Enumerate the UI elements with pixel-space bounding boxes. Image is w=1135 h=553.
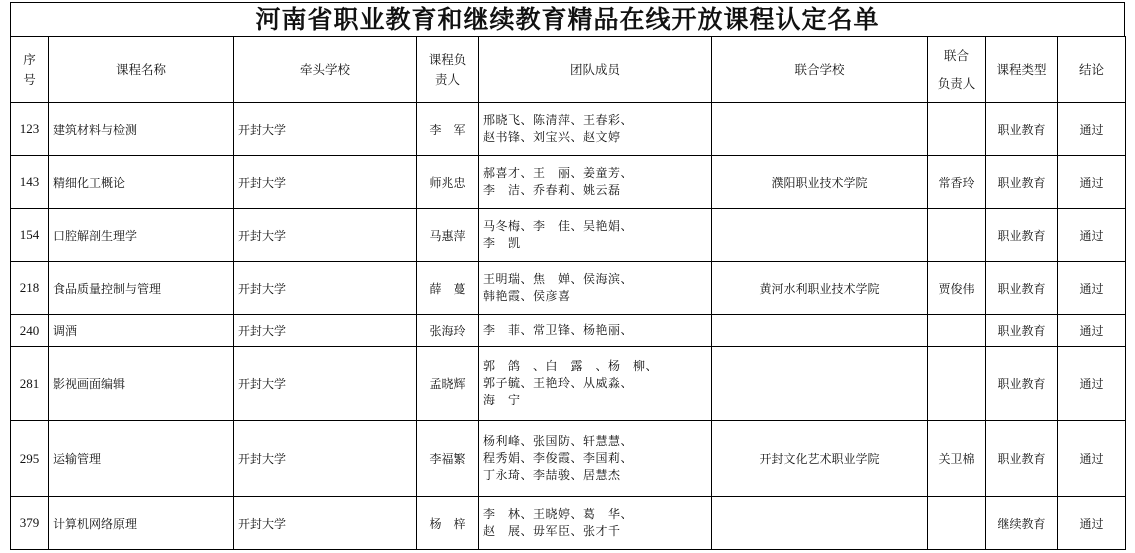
cell-result: 通过: [1058, 262, 1126, 315]
cell-type: 职业教育: [986, 315, 1058, 347]
cell-school: 开封大学: [234, 209, 417, 262]
header-partner: 联合学校: [712, 37, 928, 103]
cell-type: 职业教育: [986, 209, 1058, 262]
team-member-line: 邢晓飞、陈清萍、王春彩、: [483, 113, 634, 127]
cell-type: 职业教育: [986, 262, 1058, 315]
header-leader: 课程负 责人: [417, 37, 479, 103]
table-row: [11, 209, 1126, 262]
team-member-line: 赵 展、毋军臣、张才千: [483, 524, 621, 538]
cell-school: 开封大学: [234, 103, 417, 156]
team-member-line: 杨利峰、张国防、轩慧慧、: [483, 434, 634, 448]
cell-no: 218: [11, 262, 49, 315]
cell-school: 开封大学: [234, 497, 417, 550]
table-row: [11, 315, 1126, 347]
cell-course: 食品质量控制与管理: [49, 262, 234, 315]
cell-no: 281: [11, 347, 49, 421]
cell-partner: [712, 347, 928, 421]
team-member-line: 李 菲、常卫锋、杨艳丽、: [483, 323, 634, 337]
cell-leader: 薛 蔓: [417, 262, 479, 315]
cell-no: 154: [11, 209, 49, 262]
cell-partner: 开封文化艺术职业学院: [712, 421, 928, 497]
team-member-line: 海 宁: [483, 393, 521, 407]
cell-partner: [712, 315, 928, 347]
cell-partner: [712, 103, 928, 156]
cell-result: 通过: [1058, 209, 1126, 262]
cell-course: 运输管理: [49, 421, 234, 497]
cell-leader: 李 军: [417, 103, 479, 156]
cell-school: 开封大学: [234, 156, 417, 209]
cell-no: 123: [11, 103, 49, 156]
header-result: 结论: [1058, 37, 1126, 103]
cell-course: 调酒: [49, 315, 234, 347]
table-row: [11, 347, 1126, 421]
table-row: [11, 103, 1126, 156]
team-member-line: 赵书锋、刘宝兴、赵文婷: [483, 130, 621, 144]
cell-no: 295: [11, 421, 49, 497]
team-member-line: 丁永琦、李喆骏、居慧杰: [483, 468, 621, 482]
cell-leader: 张海玲: [417, 315, 479, 347]
cell-coleader: 关卫棉: [928, 421, 986, 497]
cell-course: 精细化工概论: [49, 156, 234, 209]
cell-course: 口腔解剖生理学: [49, 209, 234, 262]
cell-result: 通过: [1058, 497, 1126, 550]
team-member-line: 李 凯: [483, 236, 521, 250]
cell-no: 379: [11, 497, 49, 550]
cell-leader: 李福繁: [417, 421, 479, 497]
table-row: [11, 421, 1126, 497]
cell-coleader: [928, 209, 986, 262]
table-row: [11, 156, 1126, 209]
cell-no: 143: [11, 156, 49, 209]
header-team: 团队成员: [479, 37, 712, 103]
cell-result: 通过: [1058, 103, 1126, 156]
cell-no: 240: [11, 315, 49, 347]
cell-course: 影视画面编辑: [49, 347, 234, 421]
cell-coleader: [928, 103, 986, 156]
document-title: 河南省职业教育和继续教育精品在线开放课程认定名单: [10, 2, 1125, 36]
cell-team: [479, 315, 712, 347]
team-member-line: 李 林、王晓婷、葛 华、: [483, 507, 634, 521]
cell-partner: [712, 209, 928, 262]
team-member-line: 程秀娟、李俊霞、李国莉、: [483, 451, 634, 465]
header-coleader: 联合 负责人: [928, 37, 986, 103]
team-member-line: 李 洁、乔春莉、姚云磊: [483, 183, 621, 197]
cell-team: [479, 103, 712, 156]
cell-coleader: 常香玲: [928, 156, 986, 209]
table-row: [11, 262, 1126, 315]
cell-school: 开封大学: [234, 315, 417, 347]
cell-type: 职业教育: [986, 156, 1058, 209]
cell-school: 开封大学: [234, 421, 417, 497]
cell-team: [479, 209, 712, 262]
cell-partner: [712, 497, 928, 550]
cell-leader: 马惠萍: [417, 209, 479, 262]
cell-result: 通过: [1058, 347, 1126, 421]
cell-leader: 杨 梓: [417, 497, 479, 550]
header-course: 课程名称: [49, 37, 234, 103]
cell-school: 开封大学: [234, 262, 417, 315]
cell-leader: 师兆忠: [417, 156, 479, 209]
cell-result: 通过: [1058, 315, 1126, 347]
table-row: [11, 497, 1126, 550]
cell-coleader: [928, 315, 986, 347]
header-type: 课程类型: [986, 37, 1058, 103]
cell-coleader: [928, 347, 986, 421]
cell-result: 通过: [1058, 156, 1126, 209]
cell-leader: 孟晓辉: [417, 347, 479, 421]
cell-type: 继续教育: [986, 497, 1058, 550]
cell-partner: 濮阳职业技术学院: [712, 156, 928, 209]
cell-partner: 黄河水利职业技术学院: [712, 262, 928, 315]
cell-result: 通过: [1058, 421, 1126, 497]
team-member-line: 韩艳霞、侯彦喜: [483, 289, 571, 303]
team-member-line: 马冬梅、李 佳、吴艳娟、: [483, 219, 634, 233]
cell-course: 计算机网络原理: [49, 497, 234, 550]
cell-type: 职业教育: [986, 103, 1058, 156]
team-member-line: 郭子毓、王艳玲、从威淼、: [483, 376, 634, 390]
cell-team: [479, 347, 712, 421]
header-no: 序 号: [11, 37, 49, 103]
cell-type: 职业教育: [986, 421, 1058, 497]
team-member-line: 郝喜才、王 丽、姜童芳、: [483, 166, 634, 180]
cell-team: [479, 156, 712, 209]
header-school: 牵头学校: [234, 37, 417, 103]
cell-type: 职业教育: [986, 347, 1058, 421]
cell-team: [479, 262, 712, 315]
table-body: [11, 103, 1126, 550]
table-header-row: [11, 37, 1126, 103]
cell-course: 建筑材料与检测: [49, 103, 234, 156]
cell-team: [479, 497, 712, 550]
team-member-line: 郭 鸽 、白 露 、杨 柳、: [483, 359, 659, 373]
cell-coleader: [928, 497, 986, 550]
course-list-table: [10, 36, 1126, 550]
cell-team: [479, 421, 712, 497]
team-member-line: 王明瑞、焦 婵、侯海滨、: [483, 272, 634, 286]
cell-coleader: 贾俊伟: [928, 262, 986, 315]
cell-school: 开封大学: [234, 347, 417, 421]
